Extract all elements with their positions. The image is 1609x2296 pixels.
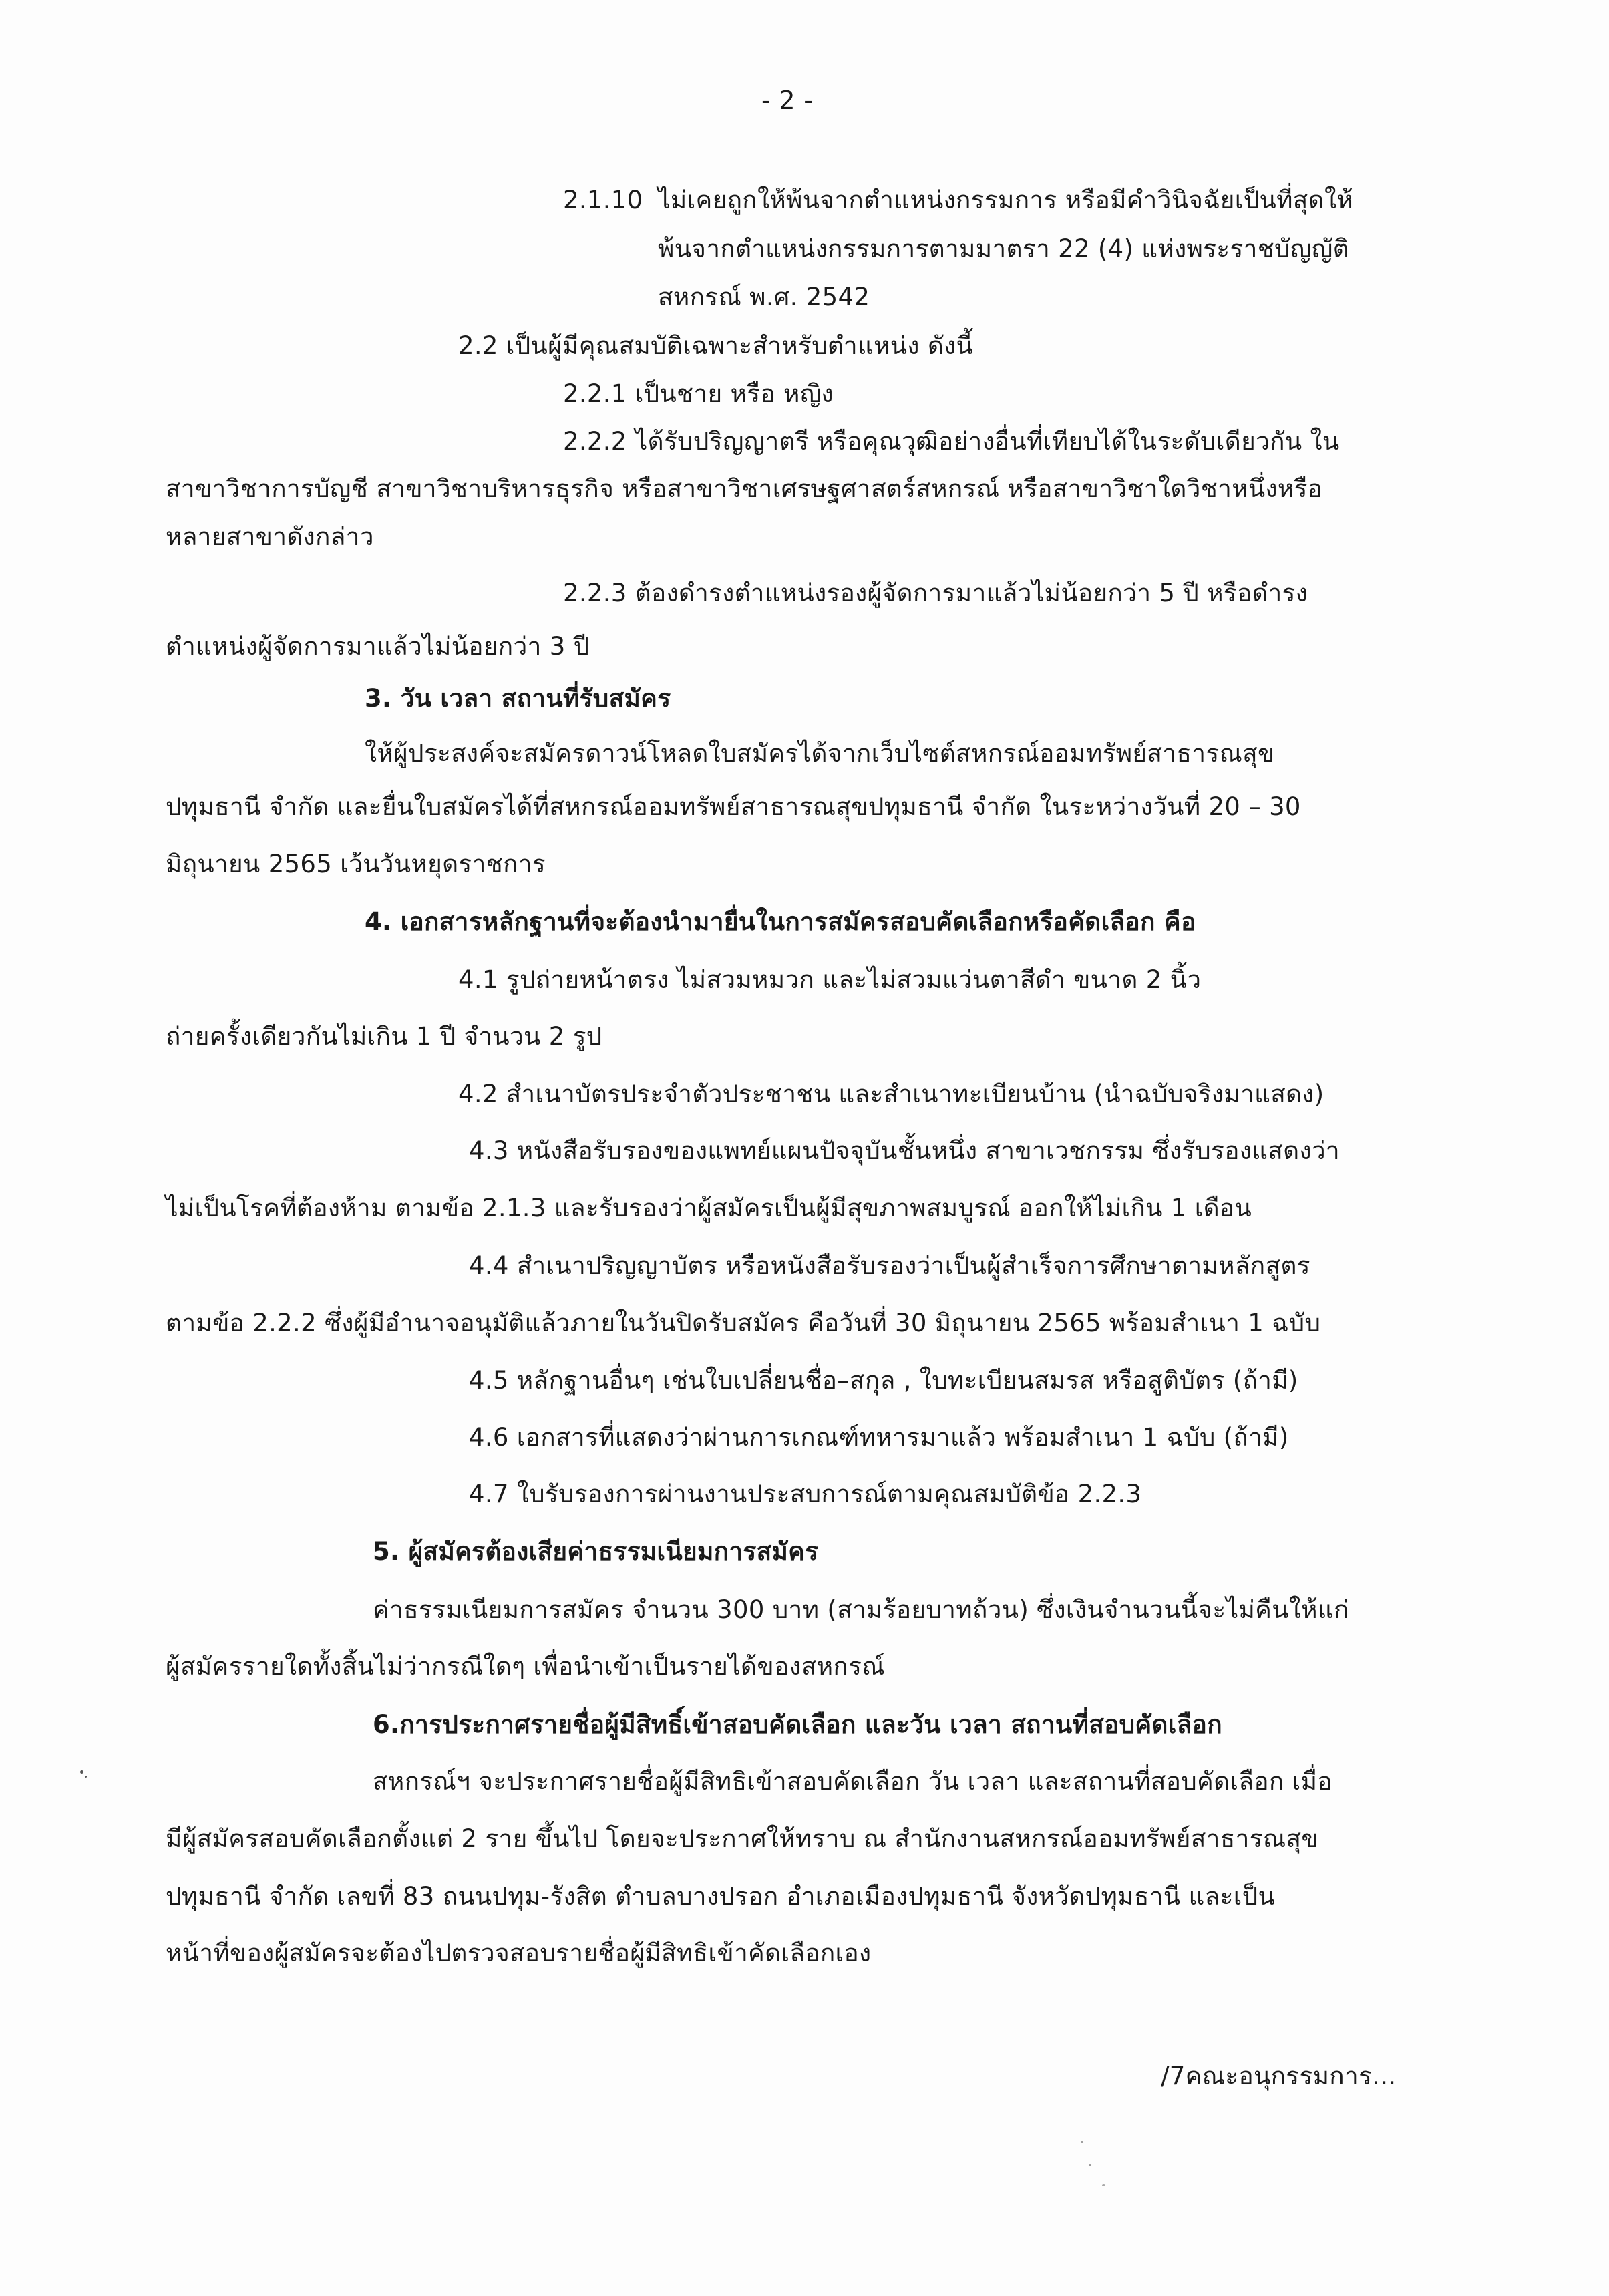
- section-heading-3: 3. วัน เวลา สถานที่รับสมัคร: [365, 684, 671, 713]
- section-heading-6: 6.การประกาศรายชื่อผู้มีสิทธิ์เข้าสอบคัดเลือก และวัน เวลา สถานที่สอบคัดเลือก: [373, 1710, 1222, 1739]
- text-line: 4.6 เอกสารที่แสดงว่าผ่านการเกณฑ์ทหารมาแล้ว พร้อมสำเนา 1 ฉบับ (ถ้ามี): [469, 1423, 1289, 1452]
- text-line: 4.1 รูปถ่ายหน้าตรง ไม่สวมหมวก และไม่สวมแว่นตาสีดำ ขนาด 2 นิ้ว: [458, 965, 1202, 994]
- scan-speck: [1081, 2141, 1083, 2143]
- text-line: 2.2.1 เป็นชาย หรือ หญิง: [563, 379, 834, 408]
- text-line: ถ่ายครั้งเดียวกันไม่เกิน 1 ปี จำนวน 2 รูป: [166, 1022, 602, 1051]
- scan-speck: [1089, 2164, 1091, 2166]
- text-line: 2.2.3 ต้องดำรงตำแหน่งรองผู้จัดการมาแล้วไม่น้อยกว่า 5 ปี หรือดำรง: [563, 579, 1308, 607]
- text-line: ผู้สมัครรายใดทั้งสิ้นไม่ว่ากรณีใดๆ เพื่อนำเข้าเป็นรายได้ของสหกรณ์: [166, 1652, 885, 1681]
- text-line: สหกรณ์ฯ จะประกาศรายชื่อผู้มีสิทธิเข้าสอบคัดเลือก วัน เวลา และสถานที่สอบคัดเลือก เมื่อ: [373, 1767, 1332, 1796]
- text-line: ให้ผู้ประสงค์จะสมัครดาวน์โหลดใบสมัครได้จากเว็บไซต์สหกรณ์ออมทรัพย์สาธารณสุข: [365, 739, 1275, 768]
- text-line: พ้นจากตำแหน่งกรรมการตามมาตรา 22 (4) แห่งพระราชบัญญัติ: [658, 234, 1349, 263]
- section-heading-5: 5. ผู้สมัครต้องเสียค่าธรรมเนียมการสมัคร: [373, 1537, 819, 1566]
- page-number: - 2 -: [761, 86, 814, 115]
- text-line: 4.4 สำเนาปริญญาบัตร หรือหนังสือรับรองว่าเป็นผู้สำเร็จการศึกษาตามหลักสูตร: [469, 1251, 1310, 1280]
- section-heading-4: 4. เอกสารหลักฐานที่จะต้องนำมายื่นในการสมัครสอบคัดเลือกหรือคัดเลือก คือ: [365, 907, 1196, 936]
- scan-speck: [1102, 2184, 1105, 2186]
- scan-speck: [85, 1776, 87, 1778]
- text-line: 4.2 สำเนาบัตรประจำตัวประชาชน และสำเนาทะเบียนบ้าน (นำฉบับจริงมาแสดง): [458, 1080, 1324, 1108]
- text-line: ไม่เป็นโรคที่ต้องห้าม ตามข้อ 2.1.3 และรับรองว่าผู้สมัครเป็นผู้มีสุขภาพสมบูรณ์ ออกให้ไม่เกิน 1 เดือน: [166, 1194, 1252, 1222]
- text-line: ตำแหน่งผู้จัดการมาแล้วไม่น้อยกว่า 3 ปี: [166, 632, 590, 661]
- text-line: หลายสาขาดังกล่าว: [166, 522, 374, 551]
- text-line: สาขาวิชาการบัญชี สาขาวิชาบริหารธุรกิจ หรือสาขาวิชาเศรษฐศาสตร์สหกรณ์ หรือสาขาวิชาใดวิชาหนึ่งหรือ: [166, 474, 1323, 503]
- scan-speck: [80, 1770, 83, 1774]
- text-line: ตามข้อ 2.2.2 ซึ่งผู้มีอำนาจอนุมัติแล้วภายในวันปิดรับสมัคร คือวันที่ 30 มิถุนายน 2565 พร้อมสำเนา 1 ฉบับ: [166, 1309, 1321, 1337]
- text-line: 2.2.2 ได้รับปริญญาตรี หรือคุณวุฒิอย่างอื่นที่เทียบได้ในระดับเดียวกัน ใน: [563, 427, 1340, 456]
- text-line: 4.5 หลักฐานอื่นๆ เช่นใบเปลี่ยนชื่อ–สกุล , ใบทะเบียนสมรส หรือสูติบัตร (ถ้ามี): [469, 1366, 1298, 1395]
- text-line: 4.7 ใบรับรองการผ่านงานประสบการณ์ตามคุณสมบัติข้อ 2.2.3: [469, 1480, 1142, 1508]
- text-line: มีผู้สมัครสอบคัดเลือกตั้งแต่ 2 ราย ขึ้นไป โดยจะประกาศให้ทราบ ณ สำนักงานสหกรณ์ออมทรัพย์สาธารณสุข: [166, 1824, 1318, 1853]
- clause-number-2-1-10: 2.1.10: [563, 186, 643, 214]
- text-line: สหกรณ์ พ.ศ. 2542: [658, 283, 870, 311]
- text-line: มิถุนายน 2565 เว้นวันหยุดราชการ: [166, 850, 546, 878]
- text-line: หน้าที่ของผู้สมัครจะต้องไปตรวจสอบรายชื่อผู้มีสิทธิเข้าคัดเลือกเอง: [166, 1939, 872, 1967]
- text-line: ค่าธรรมเนียมการสมัคร จำนวน 300 บาท (สามร้อยบาทถ้วน) ซึ่งเงินจำนวนนี้จะไม่คืนให้แก่: [373, 1595, 1349, 1624]
- continuation-note: /7คณะอนุกรรมการ...: [1161, 2062, 1397, 2090]
- text-line: 4.3 หนังสือรับรองของแพทย์แผนปัจจุบันชั้นหนึ่ง สาขาเวชกรรม ซึ่งรับรองแสดงว่า: [469, 1136, 1340, 1165]
- text-line: ปทุมธานี จำกัด และยื่นใบสมัครได้ที่สหกรณ์ออมทรัพย์สาธารณสุขปทุมธานี จำกัด ในระหว่างวันที่ 20 – 30: [166, 792, 1301, 821]
- text-line: ไม่เคยถูกให้พ้นจากตำแหน่งกรรมการ หรือมีคำวินิจฉัยเป็นที่สุดให้: [658, 186, 1354, 214]
- text-line: ปทุมธานี จำกัด เลขที่ 83 ถนนปทุม-รังสิต ตำบลบางปรอก อำเภอเมืองปทุมธานี จังหวัดปทุมธานี และเป็น: [166, 1882, 1276, 1911]
- subheading-2-2: 2.2 เป็นผู้มีคุณสมบัติเฉพาะสำหรับตำแหน่ง ดังนี้: [458, 331, 974, 360]
